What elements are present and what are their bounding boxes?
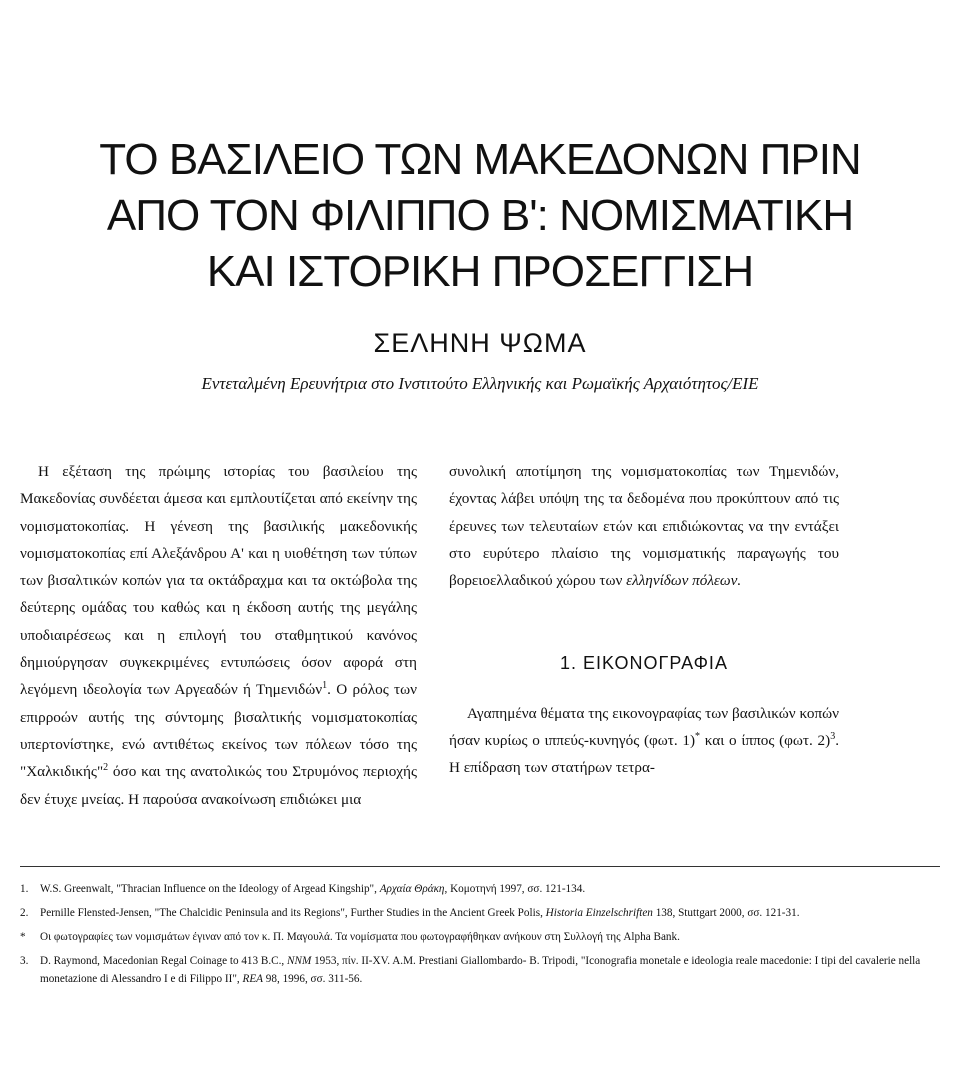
intro-text-italic: ελληνίδων πόλεων. xyxy=(626,572,742,590)
footnote-mark: 2. xyxy=(20,907,29,919)
section-heading-iconography: 1. ΕΙΚΟΝΟΓΡΑΦΙΑ xyxy=(560,653,728,674)
footnote-ref-1: 1 xyxy=(322,680,328,692)
footnote-text: 1953, πίν. II-XV. A.M. Prestiani Giallombardo- B. Tripodi, "Iconografia monetale e ideologia reale macedonie: I tipi del cavalerie nella monetazione di Alessandro I e di Filippo II", xyxy=(40,955,921,985)
iconography-text-part2: και ο ίππος (φωτ. 2) xyxy=(700,732,831,750)
paragraph-intro xyxy=(20,458,417,813)
intro-text-part2: . Ο ρόλος των επιρροών αυτής της σύντομης βισαλτικής νομισματοκοπίας υπερτονίστηκε, ενώ αντιθέτως εκείνος των πόλεων τόσο της "Χαλκιδικής" xyxy=(20,681,417,781)
footnote-divider xyxy=(20,866,940,867)
footnote-mark: 1. xyxy=(20,883,29,895)
paragraph-intro-continued xyxy=(449,458,839,594)
footnote-text: Pernille Flensted-Jensen, "The Chalcidic Peninsula and its Regions", Further Studies in the Ancient Greek Polis, xyxy=(40,907,546,919)
iconography-text-part1: Αγαπημένα θέματα της εικονογραφίας των βασιλικών κοπών ήσαν κυρίως ο ιππεύς-κυνηγός (φωτ. 1) xyxy=(449,704,839,750)
footnote-ref-2: 2 xyxy=(103,762,109,774)
article-title xyxy=(0,132,960,300)
footnote-mark: * xyxy=(20,931,26,943)
footnote-star xyxy=(20,928,940,946)
author-name: ΣΕΛΗΝΗ ΨΩΜΑ xyxy=(373,328,587,358)
intro-text-part3: όσο και της ανατολικώς του Στρυμόνος περιοχής δεν έτυχε μνείας. Η παρούσα ανακοίνωση επιδιώκει μια xyxy=(20,763,417,808)
footnote-italic: NNM xyxy=(287,955,312,967)
footnote-ref-3: 3 xyxy=(830,731,836,743)
footnote-text: W.S. Greenwalt, "Thracian Influence on the Ideology of Argead Kingship", xyxy=(40,883,380,895)
footnote-text: , Κομοτηνή 1997, σσ. 121-134. xyxy=(444,883,586,895)
footnote-text: D. Raymond, Macedonian Regal Coinage to 413 B.C., xyxy=(40,955,288,967)
intro-text-part1: Η εξέταση της πρώιμης ιστορίας του βασιλείου της Μακεδονίας συνδέεται άμεσα και εμπλουτίζεται από εκείνην της νομισματοκοπίας. Η γένεση της βασιλικής μακεδονικής νομισματοκοπίας επί Αλεξάνδρου Α' και η υιοθέτηση των τύπων των βισαλτικών κοπών για τα οκτάδραχμα και τα οκτώβολα της δεύτερης ομάδας του καθώς και η έκδοση αυτής της μεγάλης υποδιαιρέσεως και η επιλογή του σταθμητικού κανόνος δημιούργησαν συγκεκριμένες εντυπώσεις όσον αφορά στη λεγόμενη ιδεολογία των Αργεαδών ή Τημενιδών xyxy=(20,463,417,699)
footnote-text: 138, Stuttgart 2000, σσ. 121-31. xyxy=(652,907,800,919)
title-line-2: ΑΠΟ ΤΟΝ ΦΙΛΙΠΠΟ Β': ΝΟΜΙΣΜΑΤΙΚΗ xyxy=(106,191,854,240)
footnote-mark: 3. xyxy=(20,955,29,967)
footnote-3 xyxy=(20,952,940,988)
author-affiliation: Εντεταλμένη Ερευνήτρια στο Ινστιτούτο Ελληνικής και Ρωμαϊκής Αρχαιότητος/ΕΙΕ xyxy=(201,374,759,393)
footnote-1 xyxy=(20,880,940,898)
footnote-text: Οι φωτογραφίες των νομισμάτων έγιναν από τον κ. Π. Μαγουλά. Τα νομίσματα που φωτογραφήθηκαν ανήκουν στη Συλλογή της Alpha Bank. xyxy=(40,931,680,943)
title-line-1: ΤΟ ΒΑΣΙΛΕΙΟ ΤΩΝ ΜΑΚΕΔΟΝΩΝ ΠΡΙΝ xyxy=(99,135,861,184)
body-column-right xyxy=(449,458,839,782)
footnote-ref-star: * xyxy=(695,731,701,743)
footnote-italic: Αρχαία Θράκη xyxy=(379,883,445,895)
footnote-italic: REA xyxy=(242,973,263,985)
iconography-text-part3: . Η επίδραση των στατήρων τετρα- xyxy=(449,732,839,777)
title-line-3: ΚΑΙ ΙΣΤΟΡΙΚΗ ΠΡΟΣΕΓΓΙΣΗ xyxy=(206,247,754,296)
footnote-text: 98, 1996, σσ. 311-56. xyxy=(263,973,363,985)
footnote-italic: Historia Einzelschriften xyxy=(545,907,653,919)
body-column-left xyxy=(20,458,417,813)
footnote-2 xyxy=(20,904,940,922)
intro-text-continued: συνολική αποτίμηση της νομισματοκοπίας των Τημενιδών, έχοντας λάβει υπόψη της τα δεδομένα που προκύπτουν από τις έρευνες των τελευταίων ετών και επιδιώκοντας να την εντάξει στο ευρύτερο πλαίσιο της νομισματικής παραγωγής του βορειοελλαδικού χώρου των xyxy=(449,463,839,590)
footnotes xyxy=(20,880,940,994)
paragraph-iconography xyxy=(449,700,839,782)
